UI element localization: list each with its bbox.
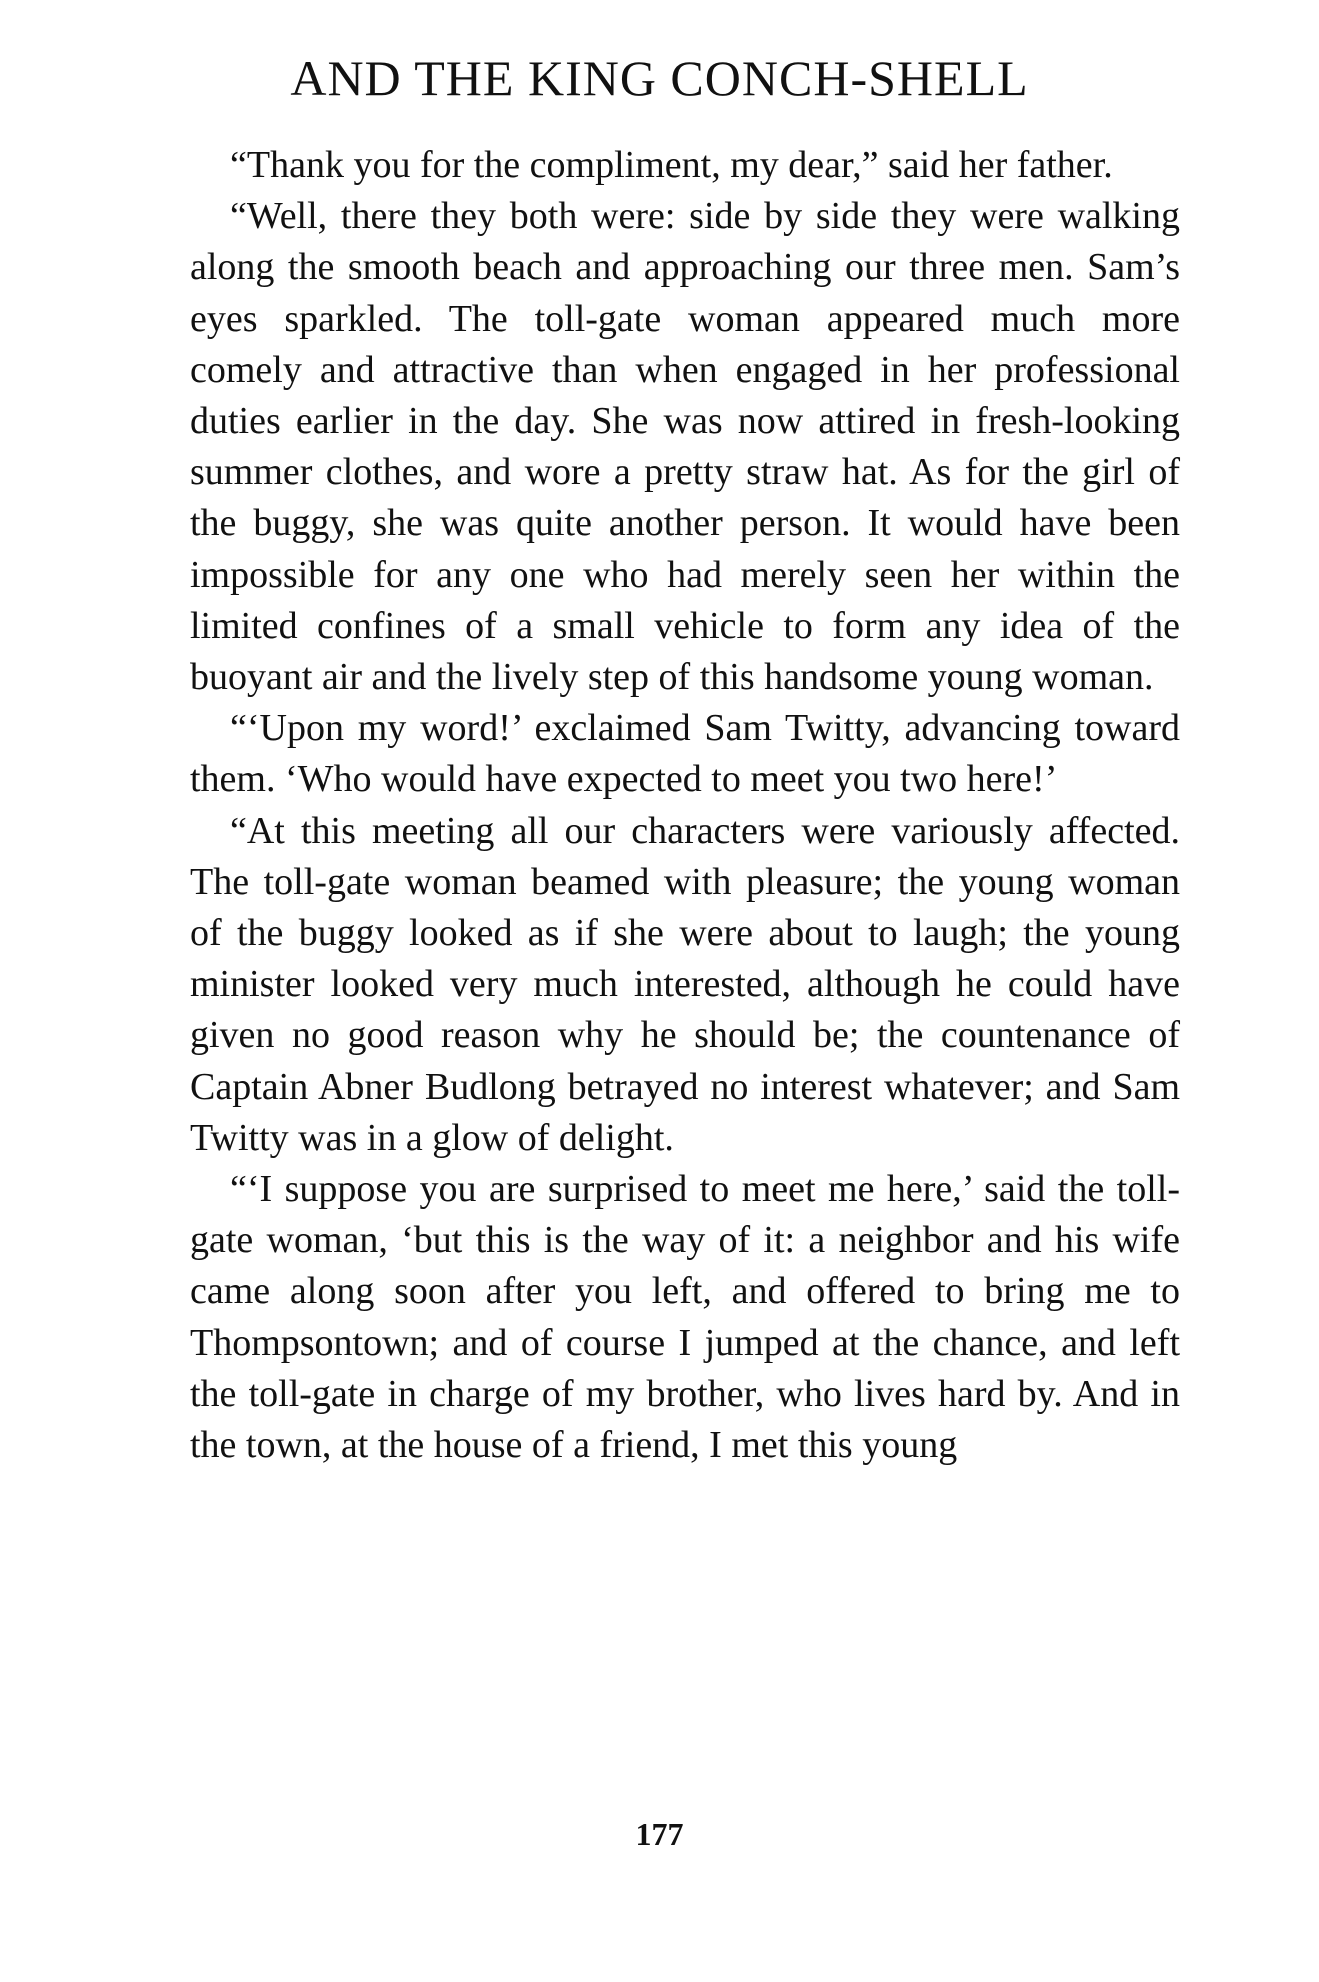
paragraph: “‘Upon my word!’ exclaimed Sam Twitty, advancing toward them. ‘Who would have expected to meet you two here!’ — [190, 707, 1180, 801]
paragraph: “‘I suppose you are surprised to meet me here,’ said the toll-gate woman, ‘but this is the way of it: a neighbor and his wife came along soon after you left, and offered to bring me to Thompsontown; and of course I jumped at the chance, and left the toll-gate in charge of my brother, who lives hard by. And in the town, at the house of a friend, I met this young — [190, 1168, 1180, 1467]
paragraph: “Well, there they both were: side by side they were walking along the smooth beach and approaching our three men. Sam’s eyes sparkled. The toll-gate woman appeared much more comely and attractive than when engaged in her professional duties earlier in the day. She was now attired in fresh-looking summer clothes, and wore a pretty straw hat. As for the girl of the buggy, she was quite another person. It would have been impossible for any one who had merely seen her within the limited confines of a small vehicle to form any idea of the buoyant air and the lively step of this handsome young woman. — [190, 195, 1180, 699]
paragraph: “Thank you for the compliment, my dear,” said her father. — [230, 144, 1113, 186]
body-text — [190, 140, 1180, 1471]
paragraph: “At this meeting all our characters were variously affected. The toll-gate woman beamed with pleasure; the young woman of the buggy looked as if she were about to laugh; the young minister looked very much interested, although he could have given no good reason why he should be; the countenance of Captain Abner Budlong betrayed no interest whatever; and Sam Twitty was in a glow of delight. — [190, 809, 1180, 1159]
page-number: 177 — [635, 1816, 684, 1852]
running-head: AND THE KING CONCH-SHELL — [290, 50, 1029, 106]
